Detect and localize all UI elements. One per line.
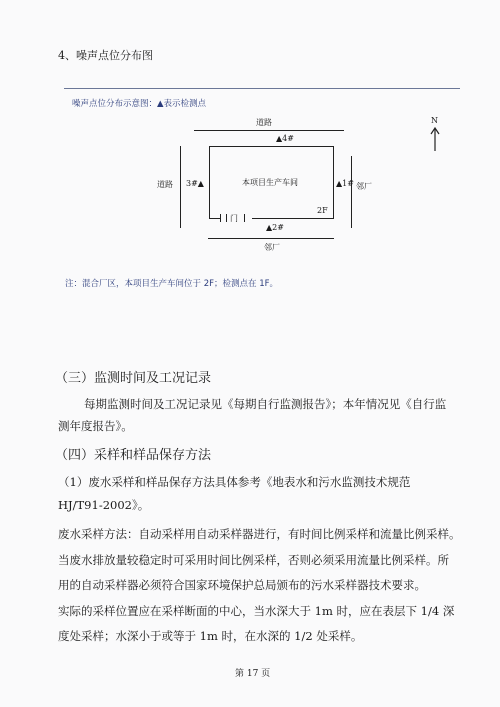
monitor-point-1: ▲1#	[336, 179, 354, 188]
para-wastewater-line1: 废水采样方法：自动采样用自动采样器进行，有时间比例采样和流量比例采样。	[58, 527, 461, 541]
figure-top-rule	[64, 88, 460, 89]
heading-sampling: （四）采样和样品保存方法	[55, 448, 212, 463]
bottom-boundary-line	[208, 238, 334, 239]
figure-note: 注：混合厂区，本项目生产车间位于 2F；检测点在 1F。	[65, 279, 279, 289]
heading-monitoring-time: （三）监测时间及工况记录	[55, 371, 212, 386]
para-position-line1: 实际的采样位置应在采样断面的中心，当水深大于 1m 时，应在表层下 1/4 深	[58, 604, 455, 618]
para-monitoring-line2: 测年度报告》。	[58, 419, 133, 433]
figure-legend: 噪声点位分布示意图：▲表示检测点	[72, 99, 207, 109]
para-wastewater-line2: 当废水排放量较稳定时可采用时间比例采样，否则必须采用流量比例采样。所	[58, 553, 449, 567]
north-arrow-icon	[430, 126, 440, 152]
door-jamb-mid	[226, 214, 227, 222]
section-title: 4、噪声点位分布图	[58, 49, 153, 62]
building-label: 本项目生产车间	[242, 178, 298, 187]
floor-label: 2F	[317, 206, 328, 215]
road-top-label: 道路	[256, 118, 272, 127]
door-jamb-right	[244, 214, 245, 222]
road-left-line	[180, 146, 181, 228]
door-jamb-left	[220, 214, 221, 222]
monitor-point-2: ▲2#	[266, 223, 284, 232]
page-number: 第 17 页	[235, 669, 271, 679]
building-bottom-right	[252, 218, 333, 219]
right-boundary-line	[351, 156, 352, 228]
para-sampling-line2: HJ/T91-2002》。	[58, 498, 150, 512]
monitor-point-4: ▲4#	[276, 134, 294, 143]
road-left-label: 道路	[157, 180, 173, 189]
building-bottom-left	[209, 218, 220, 219]
neighbor-bottom-label: 邻厂	[264, 243, 280, 252]
para-position-line2: 度处采样；水深小于或等于 1m 时，在水深的 1/2 处采样。	[58, 629, 363, 643]
door-label: 门	[230, 214, 238, 223]
road-top-line	[194, 130, 344, 131]
para-sampling-line1: （1）废水采样和样品保存方法具体参考《地表水和污水监测技术规范	[58, 475, 411, 489]
monitor-point-3: 3#▲	[186, 179, 204, 188]
para-wastewater-line3: 用的自动采样器必须符合国家环境保护总局颁布的污水采样器技术要求。	[58, 578, 426, 592]
north-label: N	[431, 116, 438, 125]
para-monitoring-line1: 每期监测时间及工况记录见《每期自行监测报告》；本年情况见《自行监	[84, 397, 447, 411]
neighbor-right-label: 邻厂	[356, 182, 372, 191]
noise-point-map	[64, 88, 460, 296]
